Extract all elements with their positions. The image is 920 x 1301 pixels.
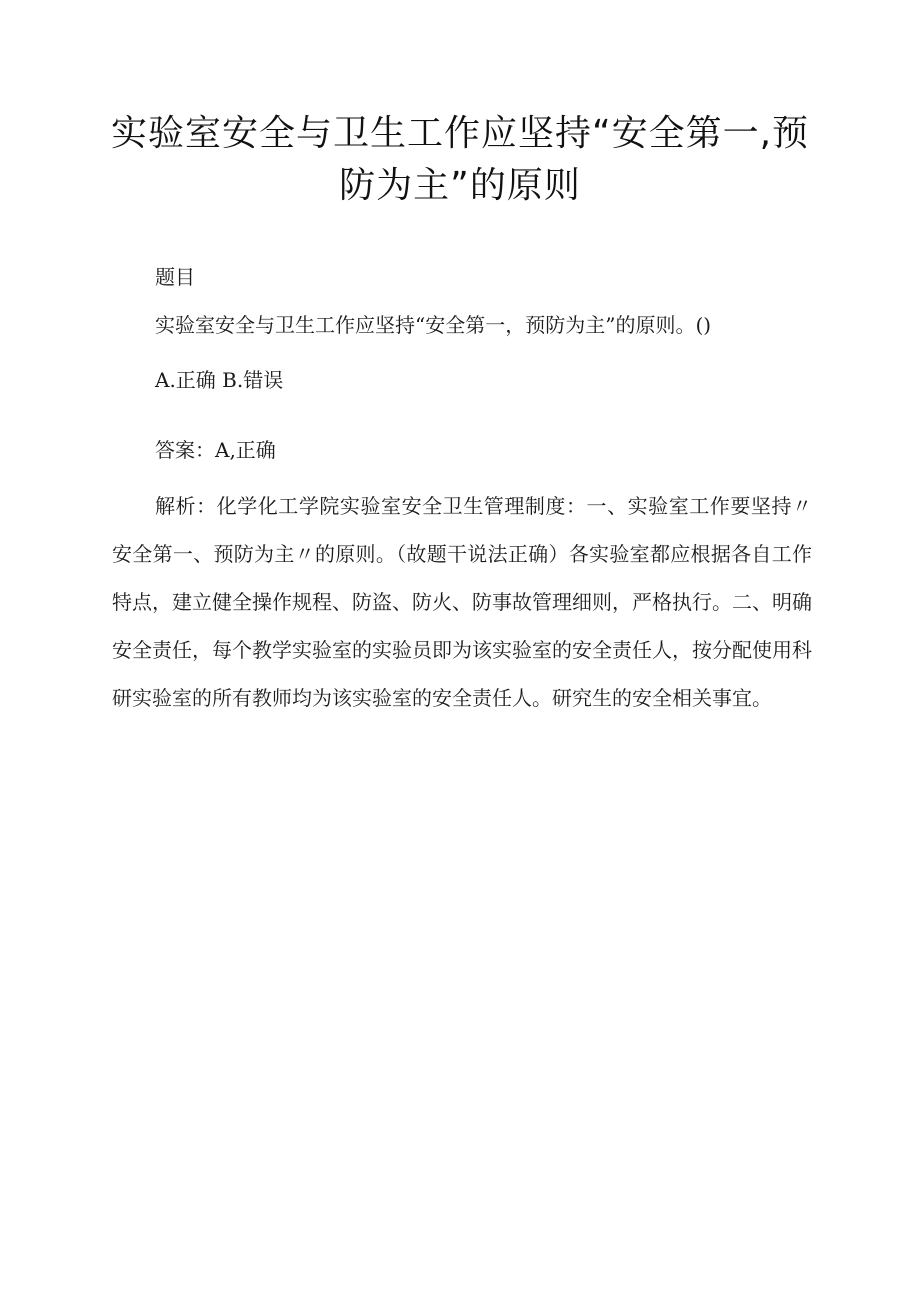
section-label: 题目 xyxy=(155,265,195,289)
question-text: 实验室安全与卫生工作应坚持“安全第一，预防为主”的原则。() xyxy=(155,313,712,337)
answer-options: A.正确 B.错误 xyxy=(155,368,284,392)
answer-text: 答案：A,正确 xyxy=(155,438,276,462)
document-title: 实验室安全与卫生工作应坚持“安全第一,预防为主”的原则 xyxy=(110,113,810,206)
explanation-text: 解析：化学化工学院实验室安全卫生管理制度：一、实验室工作要坚持〃安全第一、预防为主〃的原则。（故题干说法正确）各实验室都应根据各自工作特点，建立健全操作规程、防盗、防火、防事故管理细则，严格执行。二、明确安全责任，每个教学实验室的实验员即为该实验室的安全责任人，按分配使用科研实验室的所有教师均为该实验室的安全责任人。研究生的安全相关事宜。 xyxy=(112,494,812,710)
